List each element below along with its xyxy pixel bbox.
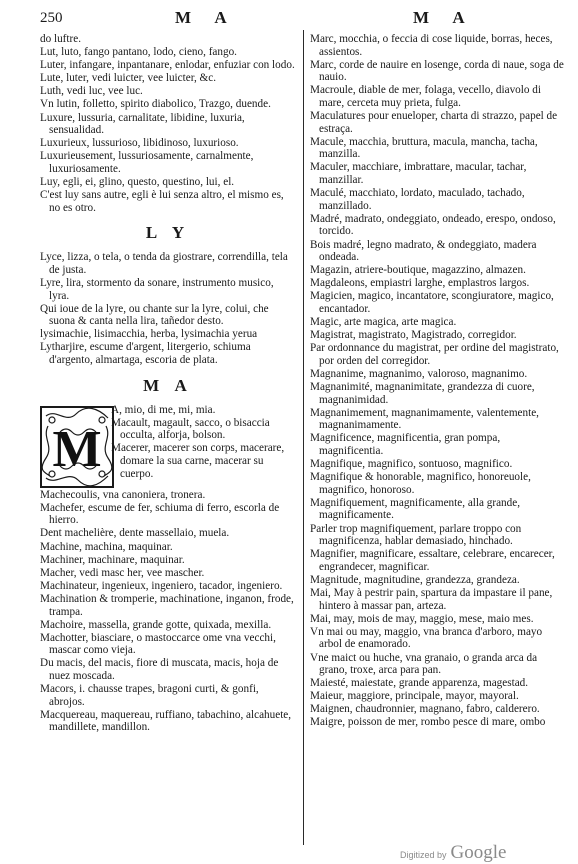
- dictionary-entry: Machinateur, ingenieux, ingeniero, tacador, ingeniero.: [40, 579, 283, 592]
- dictionary-entry: Magnificence, magnificentia, gran pompa, magnificentia.: [310, 432, 501, 457]
- dictionary-entry: Par ordonnance du magistrat, per ordine del magistrato, por orden del corregidor.: [310, 342, 559, 367]
- section-heading-ly: L Y: [145, 223, 191, 243]
- dictionary-entry: Magnitude, magnitudine, grandezza, grandeza.: [310, 573, 520, 586]
- dictionary-entry: Maignen, chaudronnier, magnano, fabro, calderero.: [310, 703, 540, 716]
- dictionary-entry: Marc, corde de nauire en losenge, corda di naue, soga de nauio.: [310, 58, 564, 84]
- initial-block: [40, 404, 296, 489]
- dictionary-entry: Magnanime, magnanimo, valoroso, magnanimo.: [310, 367, 528, 380]
- right-column: [310, 33, 566, 841]
- section-heading-ma: M A: [143, 375, 193, 395]
- dictionary-entry: lysimachie, lisimacchia, herba, lysimachia yerua: [40, 328, 258, 341]
- page-number: 250: [40, 10, 63, 26]
- dictionary-entry: Lut, luto, fango pantano, lodo, cieno, fango.: [40, 46, 237, 59]
- dictionary-entry: Macerer, macerer son corps, macerare, domare la sua carne, macerar su cuerpo.: [111, 442, 285, 480]
- dictionary-entry: Macors, i. chausse trapes, bragoni curti, & gonfi, abrojos.: [40, 683, 259, 708]
- dictionary-entry: Lyre, lira, stormento da sonare, instrumento musico, lyra.: [40, 277, 274, 302]
- entries-ly: [40, 251, 296, 366]
- dictionary-entry: Luter, infangare, inpantanare, enlodar, enfuziar con lodo.: [40, 59, 295, 72]
- dictionary-entry: A, mio, di me, mi, mia.: [111, 403, 216, 416]
- dictionary-entry: Marc, mocchia, o feccia di cose liquide, borras, heces, assientos.: [310, 33, 553, 58]
- dictionary-entry: Magnifique, magnifico, sontuoso, magnifico.: [310, 458, 513, 471]
- dictionary-entry: Vn lutin, folletto, spirito diabolico, Trazgo, duende.: [40, 98, 271, 111]
- dictionary-entry: Macule, macchia, bruttura, macula, mancha, tacha, manzilla.: [310, 135, 538, 161]
- google-logo-text: Google: [450, 842, 507, 863]
- dictionary-entry: Maculer, macchiare, imbrattare, macular, tachar, manzillar.: [310, 161, 527, 187]
- dictionary-entry: Vne maict ou huche, vna granaio, o granda arca da grano, troxe, arca para pan.: [310, 651, 538, 677]
- dictionary-entry: Luxurieux, lussurioso, libidinoso, luxurioso.: [40, 137, 239, 150]
- dictionary-entry: Dent machelière, dente massellaio, muela.: [40, 527, 230, 540]
- dictionary-entry: Magdaleons, empiastri larghe, emplastros largos.: [310, 277, 530, 290]
- dictionary-entry: Bois madré, legno madrato, & ondeggiato, madera ondeada.: [310, 238, 537, 264]
- dictionary-entry: Machination & tromperie, machinatione, inganon, frode, trampa.: [40, 592, 294, 618]
- dictionary-entry: Du macis, del macis, fiore di muscata, macis, hoja de nuez moscada.: [40, 657, 279, 682]
- dictionary-entry: Magnifique & honorable, magnifico, honoreuole, magnifico, honoroso.: [310, 471, 531, 496]
- dictionary-entry: Luxure, lussuria, carnalitate, libidine, luxuria, sensualidad.: [40, 111, 245, 137]
- entries-ma: [40, 489, 296, 734]
- dictionary-entry: Mai, may, mois de may, maggio, mese, maio mes.: [310, 612, 534, 625]
- dictionary-entry: Luth, vedi luc, vee luc.: [40, 85, 143, 98]
- dictionary-entry: Magnifier, magnificare, essaltare, celebrare, encarecer, engrandecer, magnificar.: [310, 548, 555, 573]
- dictionary-entry: Maigre, poisson de mer, rombo pesce di mare, ombo: [310, 716, 546, 729]
- dictionary-entry: Magic, arte magica, arte magica.: [310, 316, 457, 329]
- dictionary-entry: Machecoulis, vna canoniera, tronera.: [40, 488, 206, 501]
- dictionary-entry: Mai, May à pestrir pain, spartura da impastare il pane, hintero à massar pan, arteza.: [310, 587, 553, 612]
- dictionary-entry: Maiesté, maiestate, grande apparenza, magestad.: [310, 677, 529, 690]
- dictionary-entry: Macquereau, maquereau, ruffiano, tabachino, alcahuete, mandillete, mandillon.: [40, 708, 292, 734]
- column-rule: [303, 30, 304, 845]
- dictionary-entry: Magnifiquement, magnificamente, alla grande, magnificamente.: [310, 496, 520, 522]
- dictionary-entry: Magnanimité, magnanimitate, grandezza di cuore, magnanimidad.: [310, 381, 535, 406]
- digitized-watermark: [400, 842, 506, 864]
- dictionary-entry: Luxurieusement, lussuriosamente, carnalmente, luxuriosamente.: [40, 150, 254, 175]
- entries-top: [40, 33, 296, 214]
- dictionary-entry: Lute, luter, vedi luicter, vee luicter, &c.: [40, 72, 217, 85]
- dictionary-entry: Madré, madrato, ondeggiato, ondeado, erespo, ondoso, torcido.: [310, 212, 556, 238]
- left-column: [40, 33, 296, 841]
- dictionary-entry: do luftre.: [40, 33, 82, 45]
- dictionary-entry: Qui ioue de la lyre, ou chante sur la lyre, colui, che suona & canta nella lira, tañedor desto.: [40, 302, 269, 328]
- dictionary-entry: Magazin, atriere-boutique, magazzino, almazen.: [310, 264, 526, 277]
- entries-right: [310, 33, 566, 729]
- dictionary-entry: Magnanimement, magnanimamente, valentemente, magnanimamente.: [310, 406, 539, 432]
- dictionary-entry: Lyce, lizza, o tela, o tenda da giostrare, correndilla, tela de justa.: [40, 251, 288, 276]
- drop-cap-letter: M: [52, 420, 102, 478]
- dictionary-entry: Magistrat, magistrato, Magistrado, corregidor.: [310, 329, 517, 342]
- dictionary-entry: Maculatures pour enueloper, charta di strazzo, papel de estraça.: [310, 110, 558, 135]
- dictionary-entry: Parler trop magnifiquement, parlare troppo con magnificenza, hablar demasiado, hinchado.: [310, 522, 522, 548]
- drop-cap-ornament: [40, 406, 114, 488]
- dictionary-entry: Machine, machina, maquinar.: [40, 540, 173, 553]
- running-head-left: M A: [175, 8, 237, 27]
- dictionary-entry: Machiner, machinare, maquinar.: [40, 553, 185, 566]
- running-head-right: M A: [413, 8, 475, 27]
- dictionary-entry: Machefer, escume de fer, schiuma di ferro, escorla de hierro.: [40, 501, 280, 527]
- dictionary-entry: Maculé, macchiato, lordato, maculado, tachado, manzillado.: [310, 187, 525, 212]
- dictionary-entry: C'est luy sans autre, egli è lui senza altro, el mismo es, no es otro.: [40, 189, 284, 214]
- dictionary-entry: Lytharjire, escume d'argent, litergerio, schiuma d'argento, almartaga, escoria de plata.: [40, 341, 251, 367]
- dictionary-entry: Vn mai ou may, maggio, vna branca d'arboro, mayo arbol de enamorado.: [310, 625, 543, 651]
- dictionary-entry: Macault, magault, sacco, o bisaccia occulta, alforja, bolson.: [111, 416, 270, 442]
- digitized-label: Digitized by: [400, 850, 447, 860]
- dictionary-entry: Machoire, massella, grande gotte, quixada, mexilla.: [40, 618, 272, 631]
- dictionary-entry: Luy, egli, ei, glino, questo, questino, lui, el.: [40, 176, 235, 189]
- dictionary-entry: Machotter, biasciare, o mastoccarce ome vna vecchi, mascar como vieja.: [40, 631, 276, 657]
- dictionary-entry: Magicien, magico, incantatore, scongiuratore, magico, encantador.: [310, 290, 554, 315]
- dictionary-entry: Macher, vedi masc her, vee mascher.: [40, 566, 205, 579]
- dictionary-entry: Macroule, diable de mer, folaga, vecello, diavolo di mare, cerceta muy prieta, fulga.: [310, 84, 541, 109]
- dictionary-entry: Maieur, maggiore, principale, mayor, mayoral.: [310, 690, 519, 703]
